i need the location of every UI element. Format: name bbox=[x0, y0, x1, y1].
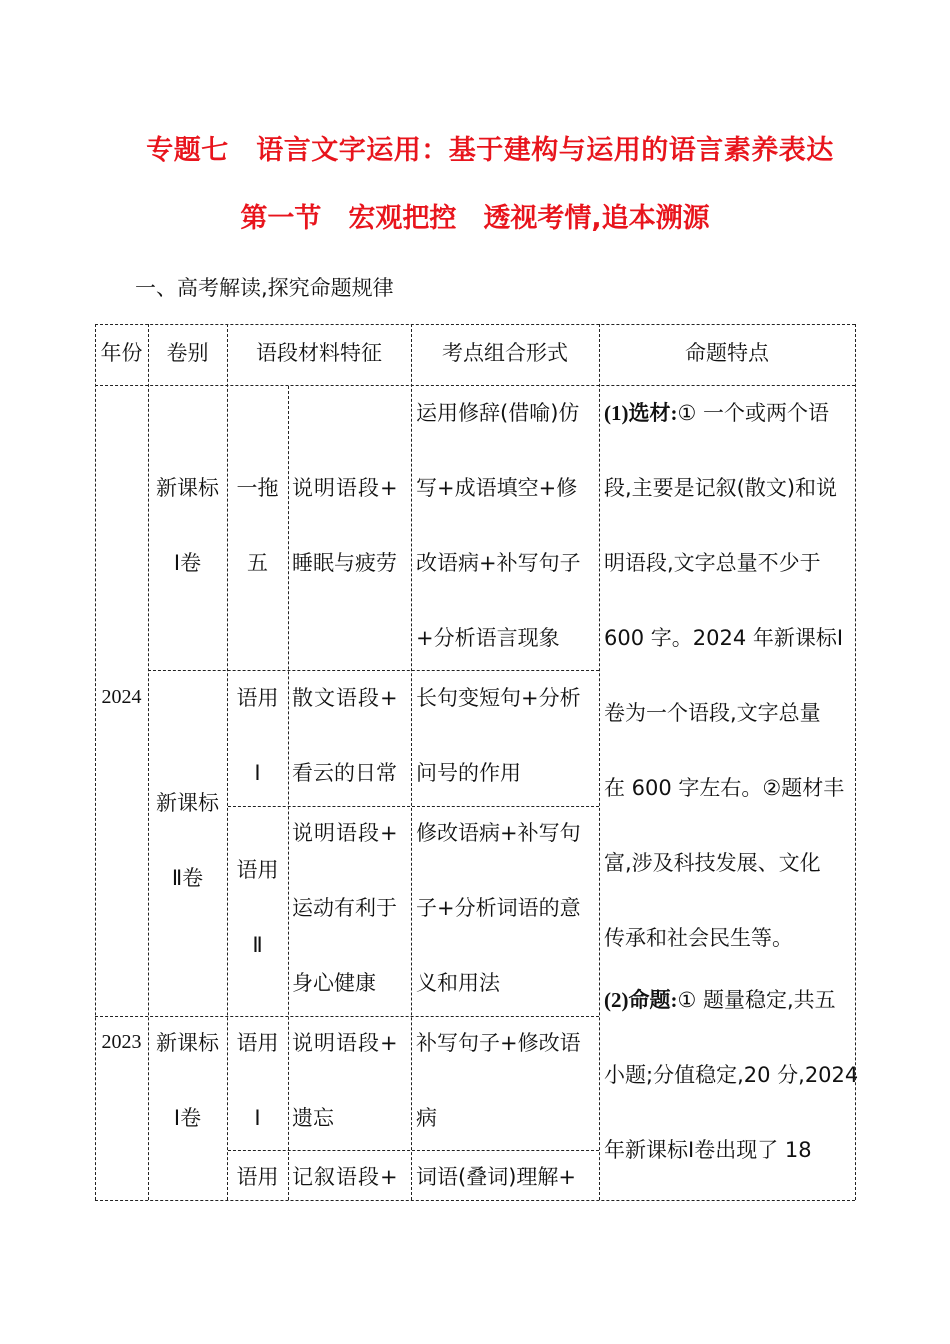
points-cell: 词语(叠词)理解+ bbox=[416, 1165, 576, 1189]
header-features: 命题特点 bbox=[685, 341, 769, 365]
material-cell: 睡眠与疲劳 bbox=[292, 551, 397, 575]
paper-cell: Ⅱ卷 bbox=[171, 866, 204, 890]
features-line: 卷为一个语段,文字总量 bbox=[604, 701, 821, 725]
material-cell: 散文语段+ bbox=[292, 686, 399, 710]
points-cell: 长句变短句+分析 bbox=[416, 686, 581, 710]
features-label-material: (1)选材: bbox=[604, 401, 678, 425]
material-cell: 记叙语段+ bbox=[292, 1165, 399, 1189]
points-cell: 补写句子+修改语 bbox=[416, 1031, 581, 1055]
material-cell: 运动有利于 bbox=[292, 896, 397, 920]
paper-cell: Ⅰ卷 bbox=[173, 1106, 202, 1130]
features-text: ① 一个或两个语 bbox=[677, 401, 829, 425]
paper-cell: 新课标 bbox=[156, 476, 219, 500]
features-line: 年新课标Ⅰ卷出现了 18 bbox=[604, 1138, 812, 1162]
features-line bbox=[604, 963, 836, 1038]
features-line: 传承和社会民生等。 bbox=[604, 926, 793, 950]
label-cell: 语用 bbox=[236, 686, 279, 710]
year-cell: 2024 bbox=[101, 686, 142, 708]
label-cell: 语用 bbox=[236, 858, 279, 882]
features-line bbox=[604, 376, 829, 451]
label-cell: Ⅰ bbox=[254, 1106, 261, 1130]
points-cell: 改语病+补写句子 bbox=[416, 551, 581, 575]
material-cell: 说明语段+ bbox=[292, 821, 399, 845]
points-cell: +分析语言现象 bbox=[416, 626, 560, 650]
material-cell: 遗忘 bbox=[292, 1106, 334, 1130]
features-line: 富,涉及科技发展、文化 bbox=[604, 851, 821, 875]
material-cell: 身心健康 bbox=[292, 971, 376, 995]
label-cell: Ⅱ bbox=[252, 933, 263, 957]
col-divider bbox=[599, 324, 600, 1200]
material-cell: 说明语段+ bbox=[292, 476, 399, 500]
features-text: ① 题量稳定,共五 bbox=[677, 988, 836, 1012]
label-cell: 一拖 bbox=[236, 476, 279, 500]
material-cell: 看云的日常 bbox=[292, 761, 397, 785]
material-cell: 说明语段+ bbox=[292, 1031, 399, 1055]
paper-cell: Ⅰ卷 bbox=[173, 551, 202, 575]
features-line: 小题;分值稳定,20 分,2024 bbox=[604, 1063, 859, 1087]
label-cell: 语用 bbox=[236, 1031, 279, 1055]
features-line: 段,主要是记叙(散文)和说 bbox=[604, 476, 838, 500]
paper-cell: 新课标 bbox=[156, 791, 219, 815]
features-label-questions: (2)命题: bbox=[604, 988, 678, 1012]
points-cell: 义和用法 bbox=[416, 971, 500, 995]
points-cell: 问号的作用 bbox=[416, 761, 521, 785]
header-test-points: 考点组合形式 bbox=[442, 341, 568, 365]
label-cell: 语用 bbox=[236, 1165, 279, 1189]
col-divider bbox=[411, 324, 412, 1200]
page-subtitle: 第一节 宏观把控 透视考情,追本溯源 bbox=[240, 203, 710, 234]
points-cell: 运用修辞(借喻)仿 bbox=[416, 401, 580, 425]
header-paper: 卷别 bbox=[166, 341, 209, 365]
features-line: 在 600 字左右。②题材丰 bbox=[604, 776, 845, 800]
section-heading: 一、高考解读,探究命题规律 bbox=[135, 276, 394, 300]
points-cell: 修改语病+补写句 bbox=[416, 821, 581, 845]
label-cell: 五 bbox=[247, 551, 268, 575]
features-line: 600 字。2024 年新课标Ⅰ bbox=[604, 626, 844, 650]
points-cell: 子+分析词语的意 bbox=[416, 896, 581, 920]
col-divider bbox=[288, 386, 289, 1200]
header-material: 语段材料特征 bbox=[256, 341, 382, 365]
page-title: 专题七 语言文字运用：基于建构与运用的语言素养表达 bbox=[146, 135, 834, 166]
points-cell: 写+成语填空+修 bbox=[416, 476, 578, 500]
label-cell: Ⅰ bbox=[254, 761, 261, 785]
points-cell: 病 bbox=[416, 1106, 437, 1130]
paper-cell: 新课标 bbox=[156, 1031, 219, 1055]
year-cell: 2023 bbox=[101, 1031, 142, 1053]
features-line: 明语段,文字总量不少于 bbox=[604, 551, 821, 575]
header-year: 年份 bbox=[100, 341, 143, 365]
